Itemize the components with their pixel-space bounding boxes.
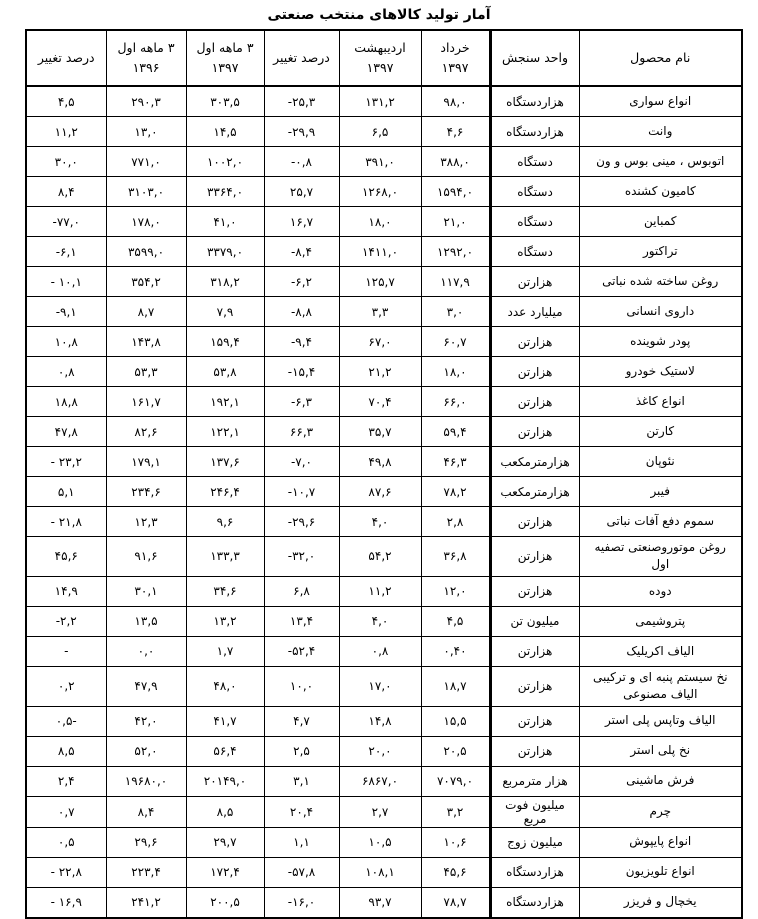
table-row <box>26 827 742 857</box>
value-cell: -۵۲,۴ <box>264 636 339 666</box>
value-cell: ۷۸,۲ <box>421 477 490 507</box>
header-cell-unit: واحد سنجش <box>490 30 579 86</box>
header-ordibehesht-line1: اردیبهشت <box>354 40 406 55</box>
value-cell: ۱۲۵,۷ <box>339 267 421 297</box>
value-cell: -۷,۰ <box>264 447 339 477</box>
product-cell: سموم دفع آفات نباتی <box>579 507 742 537</box>
value-cell: ۲۱,۲ <box>339 357 421 387</box>
value-cell: ۸,۴ <box>106 796 186 827</box>
value-cell: - <box>26 636 106 666</box>
value-cell: ۱,۷ <box>186 636 264 666</box>
value-cell: ۴۵,۶ <box>26 537 106 577</box>
value-cell: ۱۰۰۲,۰ <box>186 147 264 177</box>
value-cell: ۲۹,۶ <box>106 827 186 857</box>
unit-cell: هزارتن <box>490 736 579 766</box>
value-cell: -۶,۱ <box>26 237 106 267</box>
value-cell: -۳۲,۰ <box>264 537 339 577</box>
value-cell: ۱۹۲,۱ <box>186 387 264 417</box>
value-cell: - ۱۰,۱ <box>26 267 106 297</box>
unit-cell: هزارتن <box>490 357 579 387</box>
product-cell: پتروشیمی <box>579 606 742 636</box>
value-cell: ۲۳۴,۶ <box>106 477 186 507</box>
value-cell: ۱۳,۰ <box>106 117 186 147</box>
value-cell: -۵۷,۸ <box>264 857 339 887</box>
table-body <box>26 86 742 918</box>
value-cell: ۱۸,۸ <box>26 387 106 417</box>
value-cell: ۱۵۹,۴ <box>186 327 264 357</box>
value-cell: ۱۴,۵ <box>186 117 264 147</box>
unit-cell: میلیارد عدد <box>490 297 579 327</box>
table-row <box>26 297 742 327</box>
value-cell: ۸,۵ <box>26 736 106 766</box>
value-cell: ۵۳,۳ <box>106 357 186 387</box>
product-cell: اتوبوس ، مینی بوس و ون <box>579 147 742 177</box>
value-cell: ۱۰۸,۱ <box>339 857 421 887</box>
value-cell: ۴۵,۶ <box>421 857 490 887</box>
value-cell: ۱۷۹,۱ <box>106 447 186 477</box>
product-cell: داروی انسانی <box>579 297 742 327</box>
product-cell: نخ پلی استر <box>579 736 742 766</box>
value-cell: ۶,۵ <box>339 117 421 147</box>
value-cell: ۲۰,۰ <box>339 736 421 766</box>
value-cell: - ۲۲,۸ <box>26 857 106 887</box>
table-row <box>26 237 742 267</box>
value-cell: ۱۸,۷ <box>421 666 490 706</box>
value-cell: ۳۳۶۴,۰ <box>186 177 264 207</box>
table-row <box>26 537 742 577</box>
value-cell: ۴۷,۹ <box>106 666 186 706</box>
value-cell: ۳۹۱,۰ <box>339 147 421 177</box>
value-cell: ۳۳۷۹,۰ <box>186 237 264 267</box>
value-cell: ۸,۵ <box>186 796 264 827</box>
header-cell-khordad <box>421 30 490 86</box>
table-header <box>26 30 742 86</box>
table-row <box>26 766 742 796</box>
value-cell: -۲۹,۶ <box>264 507 339 537</box>
value-cell: ۷۷۱,۰ <box>106 147 186 177</box>
unit-cell: میلیون فوت مربع <box>490 796 579 827</box>
table-row <box>26 736 742 766</box>
value-cell: ۱۲۹۲,۰ <box>421 237 490 267</box>
unit-cell: میلیون تن <box>490 606 579 636</box>
value-cell: ۲,۷ <box>339 796 421 827</box>
value-cell: ۴۱,۷ <box>186 706 264 736</box>
value-cell: ۲۰۱۴۹,۰ <box>186 766 264 796</box>
unit-cell: هزاردستگاه <box>490 86 579 117</box>
value-cell: ۳۵۹۹,۰ <box>106 237 186 267</box>
table-row <box>26 796 742 827</box>
unit-cell: هزاردستگاه <box>490 857 579 887</box>
value-cell: ۳۱۸,۲ <box>186 267 264 297</box>
value-cell: ۱۹۶۸۰,۰ <box>106 766 186 796</box>
value-cell: ۰,۸ <box>26 357 106 387</box>
value-cell: ۴۲,۰ <box>106 706 186 736</box>
value-cell: ۱۳۱,۲ <box>339 86 421 117</box>
unit-cell: هزارتن <box>490 537 579 577</box>
table-row <box>26 387 742 417</box>
table-row <box>26 207 742 237</box>
value-cell: ۲۴۶,۴ <box>186 477 264 507</box>
value-cell: -۲۹,۹ <box>264 117 339 147</box>
product-cell: فرش ماشینی <box>579 766 742 796</box>
value-cell: ۱۰,۰ <box>264 666 339 706</box>
table-row <box>26 857 742 887</box>
value-cell: ۷۰,۴ <box>339 387 421 417</box>
header-row <box>26 30 742 86</box>
table-row <box>26 706 742 736</box>
value-cell: ۲,۸ <box>421 507 490 537</box>
table-row <box>26 636 742 666</box>
unit-cell: هزاردستگاه <box>490 117 579 147</box>
value-cell: ۲۰۰,۵ <box>186 887 264 918</box>
value-cell: ۱۷,۰ <box>339 666 421 706</box>
unit-cell: هزارمترمکعب <box>490 477 579 507</box>
product-cell: نئوپان <box>579 447 742 477</box>
value-cell: - ۲۱,۸ <box>26 507 106 537</box>
value-cell: ۱۳,۴ <box>264 606 339 636</box>
value-cell: ۱۳,۲ <box>186 606 264 636</box>
product-cell: وانت <box>579 117 742 147</box>
table-row <box>26 576 742 606</box>
value-cell: ۱۳,۵ <box>106 606 186 636</box>
product-cell: انواع پایپوش <box>579 827 742 857</box>
value-cell: -۶,۲ <box>264 267 339 297</box>
value-cell: ۱۴۳,۸ <box>106 327 186 357</box>
value-cell: ۵,۱ <box>26 477 106 507</box>
table-row <box>26 147 742 177</box>
product-cell: روغن ساخته شده نباتی <box>579 267 742 297</box>
unit-cell: هزارتن <box>490 706 579 736</box>
value-cell: ۴۹,۸ <box>339 447 421 477</box>
table-row <box>26 606 742 636</box>
product-cell: انواع تلویزیون <box>579 857 742 887</box>
value-cell: -۱۰,۷ <box>264 477 339 507</box>
value-cell: ۷۰۷۹,۰ <box>421 766 490 796</box>
product-cell: تراکتور <box>579 237 742 267</box>
header-cell-product: نام محصول <box>579 30 742 86</box>
value-cell: ۳,۰ <box>421 297 490 327</box>
header-cell-pct-change-month: درصد تغییر <box>264 30 339 86</box>
value-cell: ۰,۲ <box>26 666 106 706</box>
unit-cell: هزارتن <box>490 267 579 297</box>
table-row <box>26 267 742 297</box>
value-cell: ۲۰,۴ <box>264 796 339 827</box>
value-cell: ۴۱,۰ <box>186 207 264 237</box>
value-cell: ۳۵,۷ <box>339 417 421 447</box>
unit-cell: هزارتن <box>490 417 579 447</box>
unit-cell: میلیون زوج <box>490 827 579 857</box>
table-row <box>26 86 742 117</box>
value-cell: ۲۴۱,۲ <box>106 887 186 918</box>
value-cell: ۵۴,۲ <box>339 537 421 577</box>
value-cell: ۷۸,۷ <box>421 887 490 918</box>
product-cell: کمباین <box>579 207 742 237</box>
page-title: آمار تولید کالاهای منتخب صنعتی <box>267 7 491 23</box>
value-cell: ۸,۷ <box>106 297 186 327</box>
value-cell: ۴,۵ <box>421 606 490 636</box>
value-cell: ۱۴,۸ <box>339 706 421 736</box>
table-row <box>26 177 742 207</box>
value-cell: ۳۶,۸ <box>421 537 490 577</box>
unit-cell: دستگاه <box>490 147 579 177</box>
value-cell: ۱۶,۷ <box>264 207 339 237</box>
value-cell: ۴,۵ <box>26 86 106 117</box>
value-cell: ۴۷,۸ <box>26 417 106 447</box>
value-cell: ۰,۴۰ <box>421 636 490 666</box>
value-cell: ۱۵۹۴,۰ <box>421 177 490 207</box>
table-row <box>26 666 742 706</box>
value-cell: ۴۸,۰ <box>186 666 264 706</box>
table-row <box>26 357 742 387</box>
product-cell: کارتن <box>579 417 742 447</box>
product-cell: روغن موتوروصنعتی تصفیه اول <box>579 537 742 577</box>
header-q1-1396-line1: ۳ ماهه اول <box>117 40 175 55</box>
value-cell: ۳,۳ <box>339 297 421 327</box>
header-ordibehesht-line2: ۱۳۹۷ <box>366 60 394 75</box>
header-q1-1397-line1: ۳ ماهه اول <box>196 40 254 55</box>
value-cell: ۱۲,۳ <box>106 507 186 537</box>
value-cell: ۱۲۶۸,۰ <box>339 177 421 207</box>
product-cell: انواع کاغذ <box>579 387 742 417</box>
value-cell: ۱۸,۰ <box>421 357 490 387</box>
value-cell: ۸,۴ <box>26 177 106 207</box>
value-cell: ۱۳۳,۳ <box>186 537 264 577</box>
value-cell: -۰,۸ <box>264 147 339 177</box>
value-cell: ۳۴,۶ <box>186 576 264 606</box>
header-cell-pct-change-q1: درصد تغییر <box>26 30 106 86</box>
header-khordad-line1: خرداد <box>440 40 470 55</box>
value-cell: ۱۷۸,۰ <box>106 207 186 237</box>
product-cell: لاستیک خودرو <box>579 357 742 387</box>
value-cell: - ۱۶,۹ <box>26 887 106 918</box>
value-cell: ۴,۰ <box>339 606 421 636</box>
value-cell: ۶۶,۳ <box>264 417 339 447</box>
product-cell: الیاف اکریلیک <box>579 636 742 666</box>
production-table-container <box>25 29 741 919</box>
value-cell: ۱۴,۹ <box>26 576 106 606</box>
value-cell: ۲,۴ <box>26 766 106 796</box>
header-khordad-line2: ۱۳۹۷ <box>441 60 469 75</box>
header-q1-1397-line2: ۱۳۹۷ <box>211 60 239 75</box>
value-cell: ۱۲,۰ <box>421 576 490 606</box>
value-cell: ۹۸,۰ <box>421 86 490 117</box>
value-cell: ۰,۷ <box>26 796 106 827</box>
header-cell-q1-1397 <box>186 30 264 86</box>
value-cell: ۵۹,۴ <box>421 417 490 447</box>
value-cell: ۵۳,۸ <box>186 357 264 387</box>
value-cell: ۳۱۰۳,۰ <box>106 177 186 207</box>
value-cell: ۱۴۱۱,۰ <box>339 237 421 267</box>
value-cell: ۱۰,۵ <box>339 827 421 857</box>
value-cell: -۸,۸ <box>264 297 339 327</box>
value-cell: ۲۹۰,۳ <box>106 86 186 117</box>
value-cell: ۱۱,۲ <box>26 117 106 147</box>
value-cell: ۴,۷ <box>264 706 339 736</box>
value-cell: -۷۷,۰ <box>26 207 106 237</box>
unit-cell: دستگاه <box>490 237 579 267</box>
value-cell: ۲۰,۵ <box>421 736 490 766</box>
value-cell: -۹,۴ <box>264 327 339 357</box>
unit-cell: هزار مترمربع <box>490 766 579 796</box>
value-cell: -۲,۲ <box>26 606 106 636</box>
table-row <box>26 327 742 357</box>
value-cell: -۶,۳ <box>264 387 339 417</box>
value-cell: ۱۸,۰ <box>339 207 421 237</box>
value-cell: ۳۵۴,۲ <box>106 267 186 297</box>
value-cell: ۱,۱ <box>264 827 339 857</box>
product-cell: الیاف وتاپس پلی استر <box>579 706 742 736</box>
value-cell: ۶,۸ <box>264 576 339 606</box>
value-cell: ۲۲۳,۴ <box>106 857 186 887</box>
value-cell: ۳۰,۱ <box>106 576 186 606</box>
header-cell-q1-1396 <box>106 30 186 86</box>
table-row <box>26 447 742 477</box>
table-row <box>26 117 742 147</box>
unit-cell: هزارتن <box>490 327 579 357</box>
table-row <box>26 507 742 537</box>
value-cell: ۹۱,۶ <box>106 537 186 577</box>
value-cell: -۱۵,۴ <box>264 357 339 387</box>
value-cell: ۶۰,۷ <box>421 327 490 357</box>
value-cell: ۸۲,۶ <box>106 417 186 447</box>
value-cell: ۷,۹ <box>186 297 264 327</box>
product-cell: پودر شوینده <box>579 327 742 357</box>
unit-cell: دستگاه <box>490 177 579 207</box>
value-cell: ۴۶,۳ <box>421 447 490 477</box>
value-cell: -۹,۱ <box>26 297 106 327</box>
value-cell: ۱۰,۶ <box>421 827 490 857</box>
value-cell: ۱۲۲,۱ <box>186 417 264 447</box>
value-cell: ۹,۶ <box>186 507 264 537</box>
value-cell: ۲۱,۰ <box>421 207 490 237</box>
value-cell: ۳۸۸,۰ <box>421 147 490 177</box>
value-cell: ۱۶۱,۷ <box>106 387 186 417</box>
value-cell: ۱۷۲,۴ <box>186 857 264 887</box>
value-cell: ۶۷,۰ <box>339 327 421 357</box>
value-cell: - ۲۳,۲ <box>26 447 106 477</box>
value-cell: -۱۶,۰ <box>264 887 339 918</box>
product-cell: دوده <box>579 576 742 606</box>
value-cell: ۱۱,۲ <box>339 576 421 606</box>
value-cell: ۱۱۷,۹ <box>421 267 490 297</box>
value-cell: ۰,۵- <box>26 706 106 736</box>
table-row <box>26 887 742 918</box>
product-cell: نخ سیستم پنبه ای و ترکیبی الیاف مصنوعی <box>579 666 742 706</box>
header-cell-ordibehesht <box>339 30 421 86</box>
value-cell: ۳,۱ <box>264 766 339 796</box>
value-cell: ۰,۸ <box>339 636 421 666</box>
value-cell: ۶۸۶۷,۰ <box>339 766 421 796</box>
unit-cell: هزارتن <box>490 507 579 537</box>
unit-cell: هزارمترمکعب <box>490 447 579 477</box>
value-cell: ۳۰,۰ <box>26 147 106 177</box>
value-cell: ۱۳۷,۶ <box>186 447 264 477</box>
value-cell: ۱۵,۵ <box>421 706 490 736</box>
value-cell: ۰,۰ <box>106 636 186 666</box>
header-q1-1396-line2: ۱۳۹۶ <box>132 60 160 75</box>
unit-cell: دستگاه <box>490 207 579 237</box>
value-cell: ۶۶,۰ <box>421 387 490 417</box>
table-row <box>26 477 742 507</box>
value-cell: -۸,۴ <box>264 237 339 267</box>
value-cell: ۵۶,۴ <box>186 736 264 766</box>
value-cell: ۹۳,۷ <box>339 887 421 918</box>
unit-cell: هزارتن <box>490 636 579 666</box>
value-cell: ۲۹,۷ <box>186 827 264 857</box>
value-cell: ۱۰,۸ <box>26 327 106 357</box>
value-cell: ۲,۵ <box>264 736 339 766</box>
product-cell: یخچال و فریزر <box>579 887 742 918</box>
value-cell: ۳,۲ <box>421 796 490 827</box>
value-cell: ۴,۶ <box>421 117 490 147</box>
product-cell: فیبر <box>579 477 742 507</box>
product-cell: انواع سواری <box>579 86 742 117</box>
value-cell: ۰,۵ <box>26 827 106 857</box>
value-cell: ۸۷,۶ <box>339 477 421 507</box>
table-row <box>26 417 742 447</box>
product-cell: چرم <box>579 796 742 827</box>
value-cell: ۲۵,۷ <box>264 177 339 207</box>
unit-cell: هزاردستگاه <box>490 887 579 918</box>
unit-cell: هزارتن <box>490 576 579 606</box>
unit-cell: هزارتن <box>490 666 579 706</box>
value-cell: ۳۰۳,۵ <box>186 86 264 117</box>
value-cell: ۵۲,۰ <box>106 736 186 766</box>
value-cell: -۲۵,۳ <box>264 86 339 117</box>
product-cell: کامیون کشنده <box>579 177 742 207</box>
unit-cell: هزارتن <box>490 387 579 417</box>
production-table <box>25 29 743 919</box>
value-cell: ۴,۰ <box>339 507 421 537</box>
